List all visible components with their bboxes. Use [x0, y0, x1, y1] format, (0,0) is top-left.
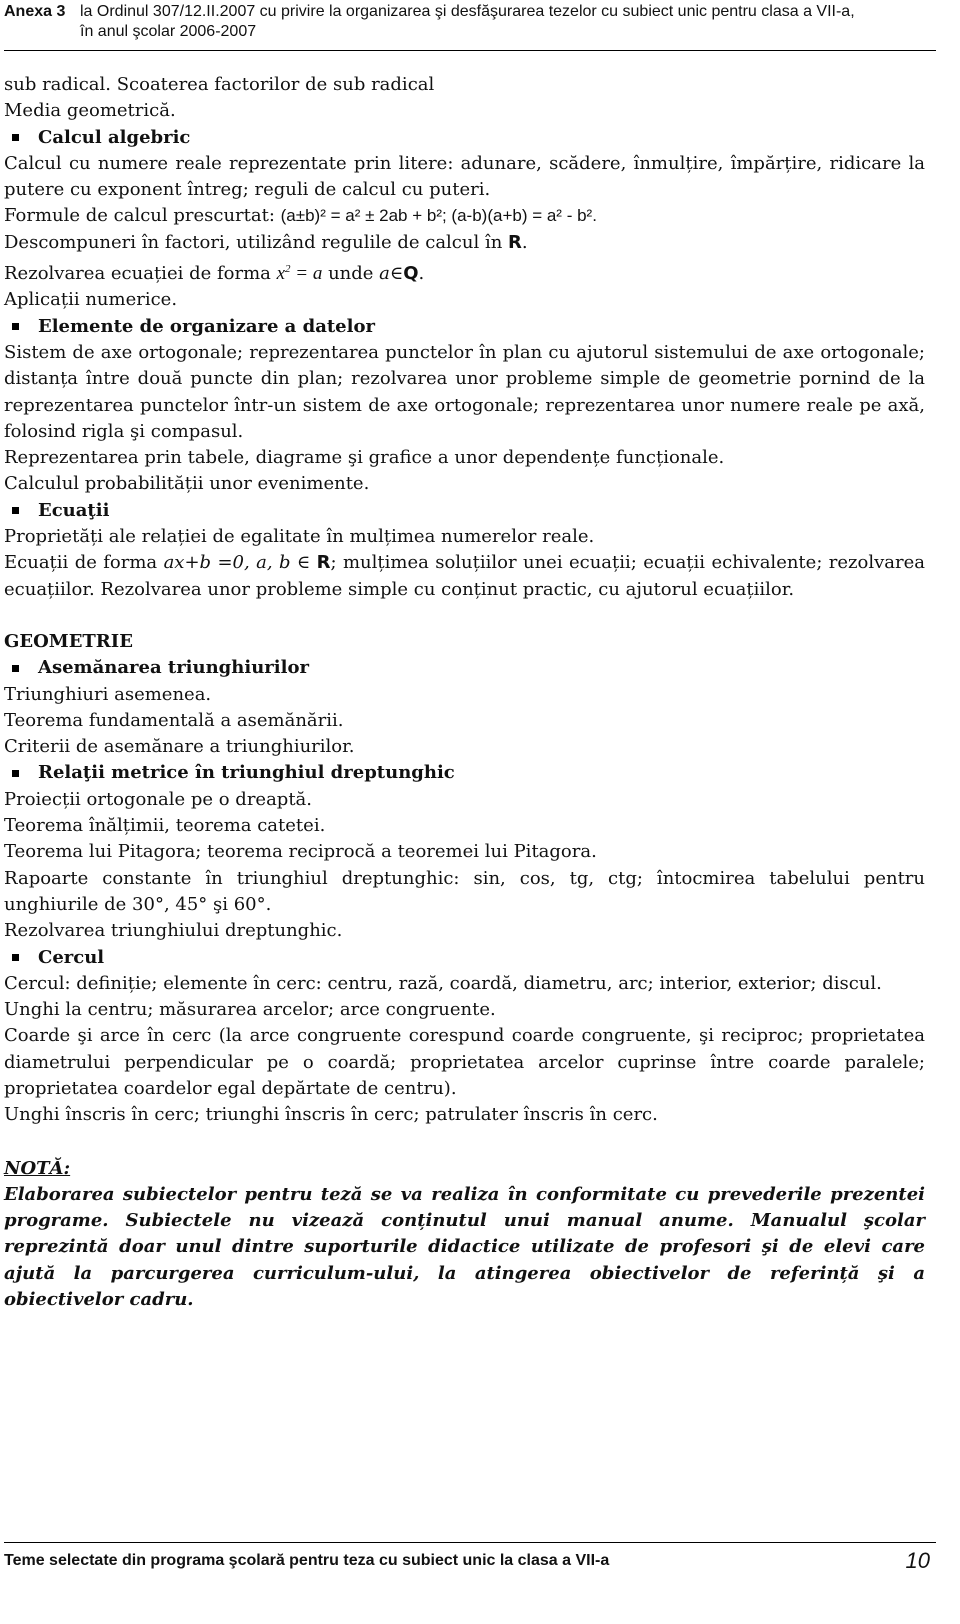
ecuatii-rest: ; mulțimea soluțiilor unei ecuații; ecuații echivalente; rezolvarea ecuațiilor. Rezolvarea unor probleme simple cu conținut practic, cu ajutorul ecuațiilor.	[4, 552, 926, 600]
square-bullet-icon	[12, 507, 19, 514]
section-heading-ecuatii	[4, 498, 925, 524]
list-line: Teorema înălțimii, teorema catetei.	[4, 815, 326, 837]
equation-x: x	[276, 263, 286, 285]
square-bullet-icon	[12, 323, 19, 330]
spacer	[4, 1129, 925, 1156]
list-line: Rapoarte constante în triunghiul dreptunghic: sin, cos, tg, ctg; întocmirea tabelului pentru unghiurile de 30°, 45° şi 60°.	[4, 867, 925, 915]
paragraph: Reprezentarea prin tabele, diagrame şi grafice a unor dependențe funcționale.	[4, 447, 725, 469]
section-heading-calcul-algebric	[4, 125, 925, 151]
ecuatii-form: ax+b =0, a, b ∈	[163, 552, 317, 574]
footer-text: Teme selectate din programa şcolară pentru teza cu subiect unic la clasa a VII-a	[4, 1552, 610, 1569]
equation	[277, 263, 323, 284]
paragraph: Calculul probabilității unor evenimente.	[4, 473, 370, 495]
heading-text: Relaţii metrice în triunghiul dreptunghic	[38, 762, 455, 784]
ecuatie-intro: Rezolvarea ecuației de forma	[4, 263, 277, 285]
equation-exponent: 2	[285, 263, 291, 276]
set-q-symbol: Q	[403, 263, 419, 285]
formula: (a±b)² = a² ± 2ab + b²; (a-b)(a+b) = a² - b².	[280, 206, 597, 226]
descompuneri-line: Descompuneri în factori, utilizând regulile de calcul în R.	[4, 231, 528, 253]
descompuneri-text: Descompuneri în factori, utilizând regulile de calcul în	[4, 231, 509, 253]
list-line: Criterii de asemănare a triunghiurilor.	[4, 736, 355, 758]
radical-line: sub radical. Scoaterea factorilor de sub radical	[4, 74, 435, 95]
list-line: Proiecții ortogonale pe o dreaptă.	[4, 788, 313, 810]
heading-text: Ecuaţii	[38, 499, 110, 521]
document-body	[4, 72, 925, 1313]
aplicatii-line: Aplicații numerice.	[4, 289, 178, 311]
square-bullet-icon	[12, 954, 19, 961]
header-divider	[4, 50, 936, 51]
section-heading-cercul	[4, 945, 925, 971]
geometrie-title: GEOMETRIE	[4, 630, 133, 652]
list-line: Rezolvarea triunghiului dreptunghic.	[4, 920, 343, 942]
formula-line	[4, 203, 925, 229]
section-heading-relatii-metrice	[4, 760, 925, 786]
media-geometrica-line: Media geometrică.	[4, 100, 176, 122]
ecuatie-line: Rezolvarea ecuației de forma $x^2 = a$ unde a∈Q.	[4, 263, 425, 285]
nota-text: Elaborarea subiectelor pentru teză se va realiza în conformitate cu prevederile prezentei programe. Subiectele nu vizează conținutul unui manual anume. Manualul şcolar reprezintă doar unul dintre suporturile didactice utilizate de profesori şi de elevi care ajută la parcurgerea curriculum-ului, la atingerea obiectivelor de referință şi a obiectivelor cadru.	[4, 1183, 925, 1311]
square-bullet-icon	[12, 665, 19, 672]
set-r-symbol: R	[316, 552, 331, 574]
nota-title: NOTĂ:	[4, 1157, 71, 1179]
section-heading-organizare-date	[4, 314, 925, 340]
set-r-symbol: R	[508, 231, 522, 253]
header-title	[80, 2, 920, 42]
list-line: Cercul: definiție; elemente în cerc: centru, rază, coardă, diametru, arc; interior, exterior; discul.	[4, 972, 882, 994]
list-line: Unghi înscris în cerc; triunghi înscris în cerc; patrulater înscris în cerc.	[4, 1104, 658, 1126]
paragraph: Sistem de axe ortogonale; reprezentarea punctelor în plan cu ajutorul sistemului de axe ortogonale; distanța între două puncte din plan; rezolvarea unor probleme simple de geometrie pornind de la reprezentarea punctelor într-un sistem de axe ortogonale; reprezentarea unor numere reale pe axă, folosind rigla şi compasul.	[4, 341, 925, 442]
ecuatie-unde: unde	[322, 263, 380, 285]
spacer	[4, 603, 925, 629]
page-footer	[4, 1548, 930, 1578]
nota-title-line	[4, 1156, 925, 1182]
ecuatii-intro: Ecuații de forma	[4, 552, 164, 574]
paragraph: Calcul cu numere reale reprezentate prin litere: adunare, scădere, înmulțire, împărțire, ridicare la putere cu exponent întreg; reguli de calcul cu puteri.	[4, 152, 925, 201]
header-title-line-2: în anul şcolar 2006-2007	[80, 23, 257, 40]
list-line: Teorema lui Pitagora; teorema reciprocă a teoremei lui Pitagora.	[4, 841, 597, 863]
page-number: 10	[905, 1548, 930, 1573]
heading-text: Asemănarea triunghiurilor	[38, 657, 309, 679]
list-line: Coarde şi arce în cerc (la arce congruente corespund coarde congruente, şi reciproc; proprietatea diametrului perpendicular pe o coardă; proprietatea arcelor cuprinse între coarde paralele; proprietatea coardelor egal depărtate de centru).	[4, 1025, 925, 1099]
equation-rhs: = a	[290, 263, 323, 285]
square-bullet-icon	[12, 770, 19, 777]
list-line: Teorema fundamentală a asemănării.	[4, 709, 344, 731]
list-line: Unghi la centru; măsurarea arcelor; arce congruente.	[4, 999, 496, 1021]
list-line: Triunghiuri asemenea.	[4, 683, 212, 705]
square-bullet-icon	[12, 134, 19, 141]
heading-text: Cercul	[38, 946, 105, 968]
footer-divider	[4, 1542, 936, 1543]
header-title-line-1: la Ordinul 307/12.II.2007 cu privire la organizarea şi desfăşurarea tezelor cu subiect unic pentru clasa a VII-a,	[80, 3, 855, 20]
page-header	[4, 2, 934, 46]
heading-text: Calcul algebric	[38, 126, 191, 148]
paragraph: Proprietăți ale relației de egalitate în mulțimea numerelor reale.	[4, 526, 595, 548]
heading-text: Elemente de organizare a datelor	[38, 315, 375, 337]
annex-label: Anexa 3	[4, 3, 66, 20]
section-heading-asemanarea	[4, 655, 925, 681]
paragraph	[4, 550, 925, 603]
ecuatie-condition: a∈	[379, 263, 404, 285]
formula-intro: Formule de calcul prescurtat:	[4, 205, 281, 227]
